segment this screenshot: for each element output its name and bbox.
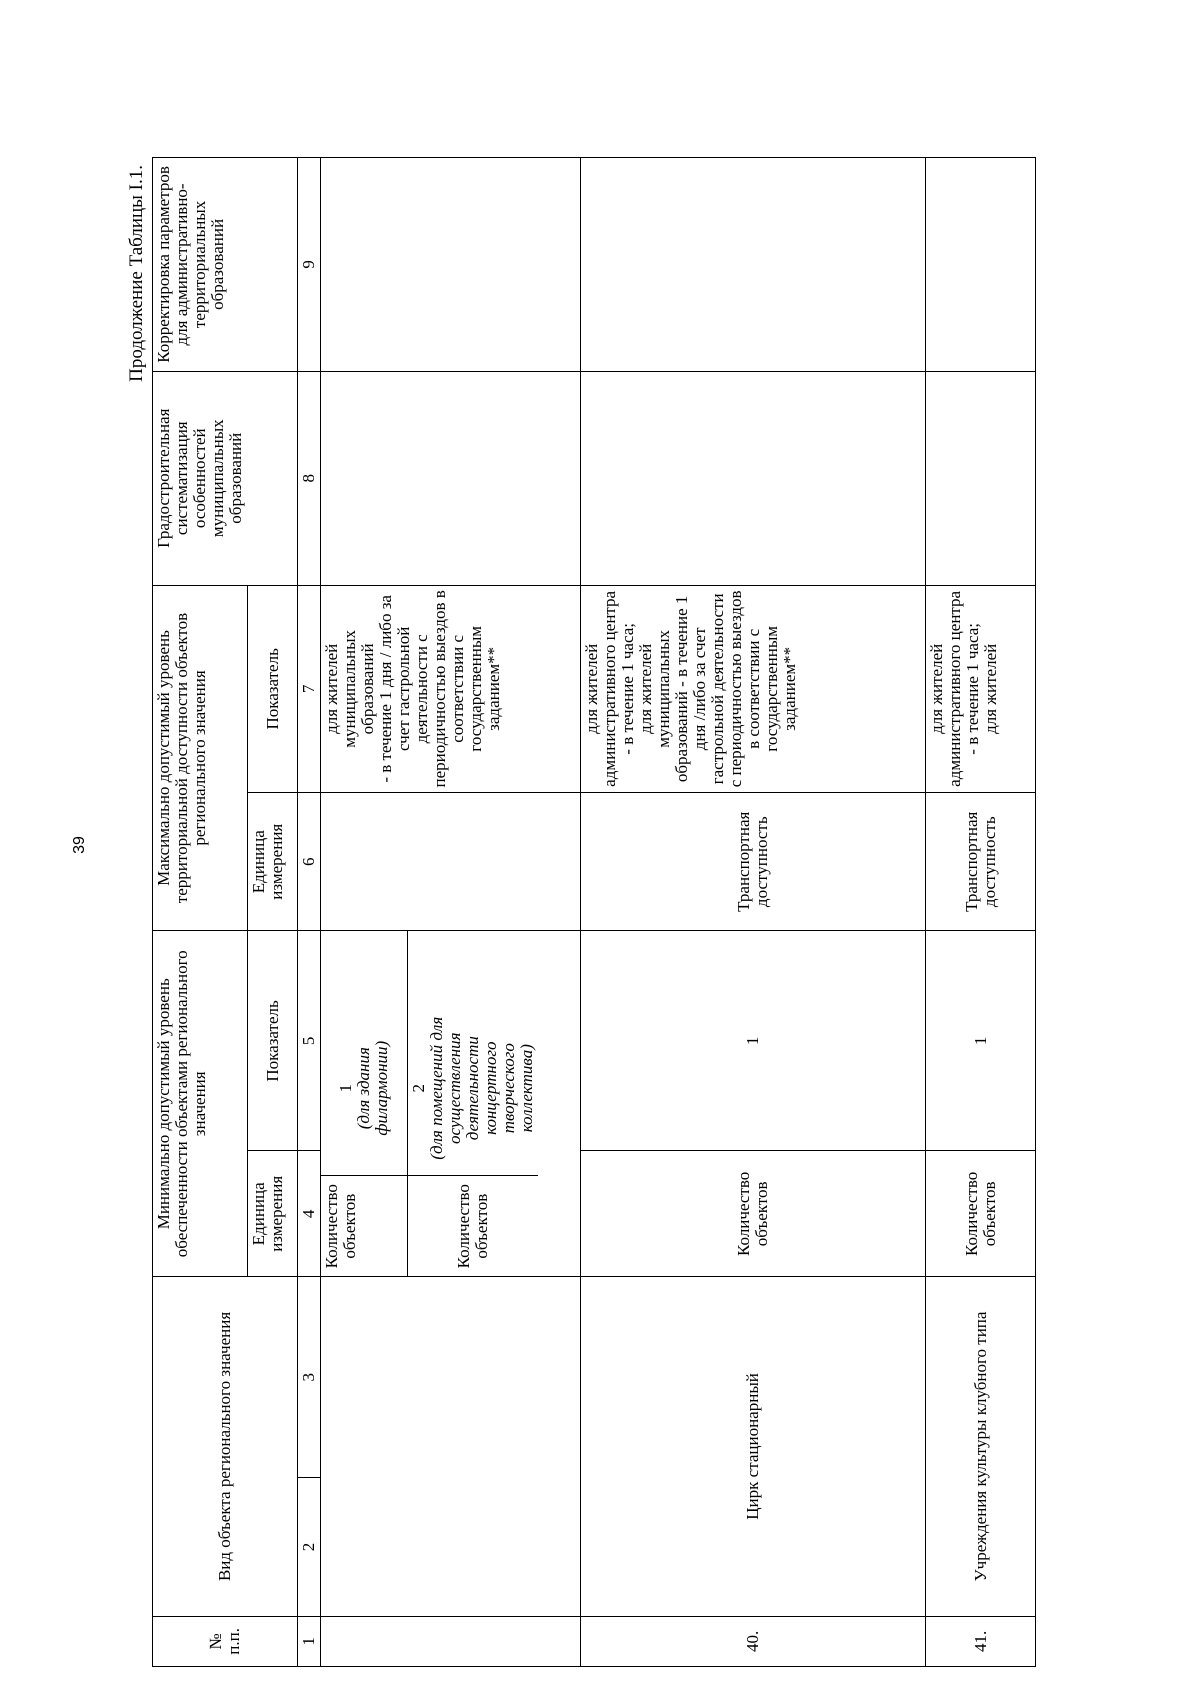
row-max-unit bbox=[321, 793, 581, 931]
header-min-indicator: Показатель bbox=[248, 931, 298, 1151]
row-no: 40. bbox=[581, 1616, 926, 1666]
min-sub-row bbox=[407, 931, 538, 1276]
num-cell: 3 bbox=[298, 1277, 321, 1478]
row-corr bbox=[581, 158, 926, 372]
indicator-note: (для помещений для осуществления деятельности концертного творческого коллектива) bbox=[427, 1016, 536, 1160]
header-min-unit: Единица измерения bbox=[248, 1151, 298, 1277]
min-sub-indicator bbox=[408, 1001, 538, 1176]
header-min-level: Минимально допустимый уровень обеспеченности объектами регионального значения bbox=[153, 931, 248, 1277]
row-no: 41. bbox=[926, 1616, 1036, 1666]
row-type: Цирк стационарный bbox=[581, 1277, 926, 1617]
row-grad bbox=[321, 371, 581, 585]
table-row bbox=[926, 158, 1036, 1667]
num-cell: 7 bbox=[298, 585, 321, 792]
header-correction: Корректировка параметров для административно-территориальных образований bbox=[153, 158, 298, 372]
row-type bbox=[321, 1277, 581, 1617]
row-max-indicator: для жителей административного центра - в течение 1 часа; для жителей муниципальных образований - в течение 1 дня /либо за счет гастрольной деятельности с периодичностью выездов в соответствии с государственным заданием** bbox=[581, 585, 926, 792]
row-grad bbox=[926, 371, 1036, 585]
row-min-unit: Количество объектов bbox=[581, 1151, 926, 1277]
page-number: 39 bbox=[71, 836, 88, 854]
min-sub-unit: Количество объектов bbox=[322, 1184, 359, 1269]
header-max-unit: Единица измерения bbox=[248, 793, 298, 931]
header-max-level: Максимально допустимый уровень территориальной доступности объектов регионального значения bbox=[153, 585, 248, 931]
num-cell: 5 bbox=[298, 931, 321, 1151]
table-row bbox=[581, 158, 926, 1667]
num-cell: 6 bbox=[298, 793, 321, 931]
row-max-unit: Транспортная доступность bbox=[581, 793, 926, 931]
row-max-unit: Транспортная доступность bbox=[926, 793, 1036, 931]
numbering-row bbox=[298, 158, 321, 1667]
row-max-indicator: для жителей муниципальных образований - в течение 1 дня / либо за счет гастрольной деятельности с периодичностью выездов в соответствии с государственным заданием** bbox=[321, 585, 581, 792]
min-sub-unit: Количество объектов bbox=[454, 1184, 491, 1269]
indicator-number: 2 bbox=[409, 1083, 428, 1093]
num-cell: 4 bbox=[298, 1151, 321, 1277]
min-sub-indicator bbox=[321, 1001, 407, 1176]
row-type: Учреждения культуры клубного типа bbox=[926, 1277, 1036, 1617]
table-row bbox=[321, 158, 581, 1667]
min-sub-row bbox=[321, 931, 407, 1276]
min-sub-cell bbox=[321, 931, 581, 1277]
row-corr bbox=[926, 158, 1036, 372]
row-no bbox=[321, 1616, 581, 1666]
num-cell: 8 bbox=[298, 371, 321, 585]
header-row-1 bbox=[153, 158, 248, 1667]
header-object-type: Вид объекта регионального значения bbox=[153, 1277, 298, 1617]
row-max-indicator: для жителей административного центра - в течение 1 часа; для жителей bbox=[926, 585, 1036, 792]
row-min-indicator: 1 bbox=[581, 931, 926, 1151]
header-gradostroitel: Градостроительная систематизация особенностей муниципальных образований bbox=[153, 371, 298, 585]
indicator-number: 1 bbox=[336, 1083, 355, 1093]
num-cell: 9 bbox=[298, 158, 321, 372]
row-grad bbox=[581, 371, 926, 585]
row-min-indicator: 1 bbox=[926, 931, 1036, 1151]
num-cell: 2 bbox=[298, 1478, 321, 1616]
header-max-indicator: Показатель bbox=[248, 585, 298, 792]
rotated-page bbox=[0, 137, 1200, 1697]
num-cell: 1 bbox=[298, 1616, 321, 1666]
row-min-unit: Количество объектов bbox=[926, 1151, 1036, 1277]
table-caption: Продолжение Таблицы I.1. bbox=[126, 165, 147, 382]
indicator-note: (для здания филармонии) bbox=[354, 1040, 391, 1136]
main-table bbox=[152, 157, 1036, 1667]
row-corr bbox=[321, 158, 581, 372]
header-no: № п.п. bbox=[153, 1616, 298, 1666]
